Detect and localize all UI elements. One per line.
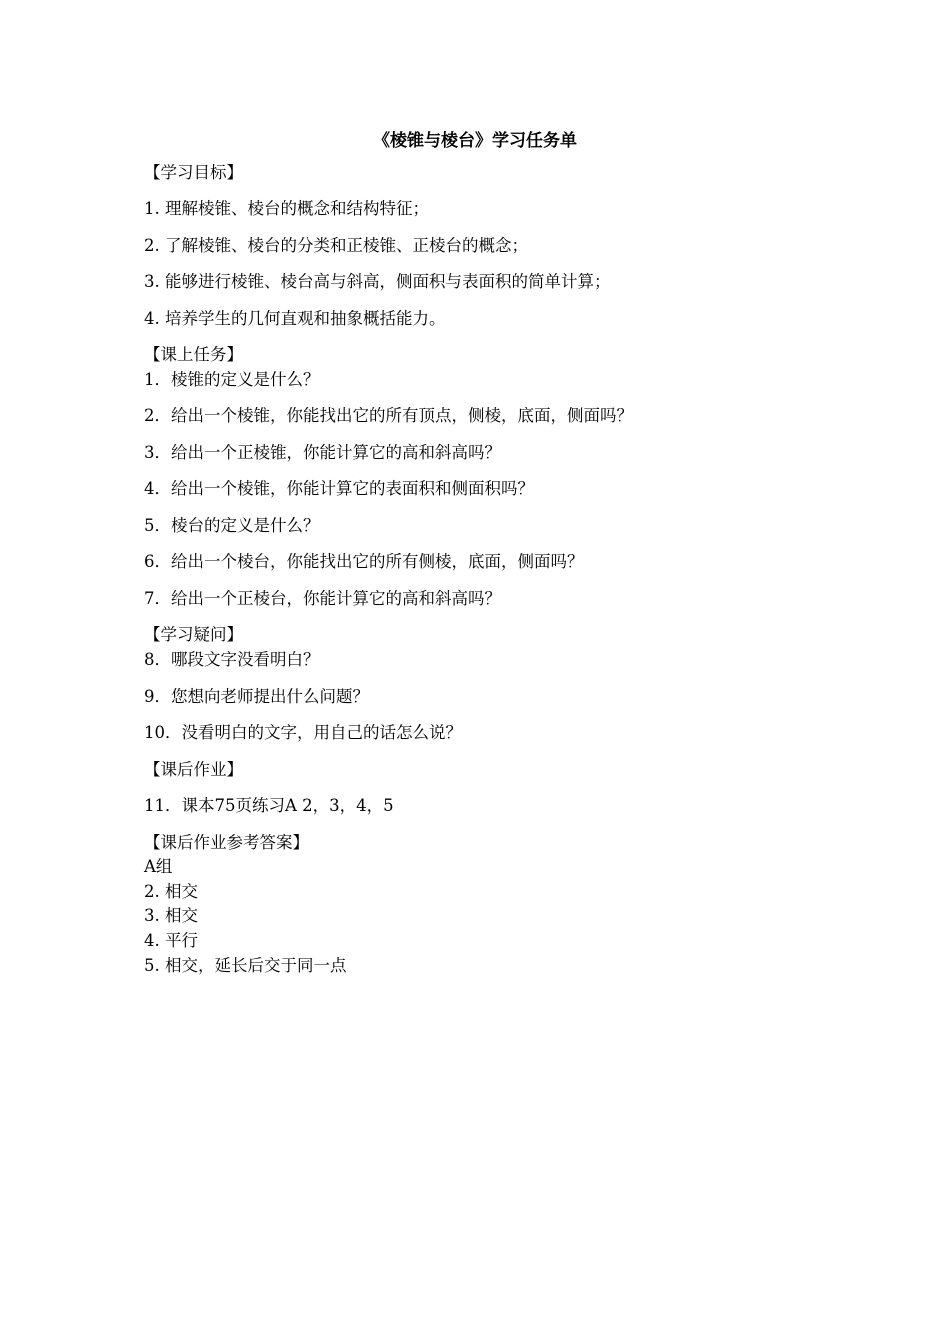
goal-item: 3. 能够进行棱锥、棱台高与斜高，侧面积与表面积的简单计算； [144,272,611,291]
task-item: 7．给出一个正棱台，你能计算它的高和斜高吗？ [144,589,501,608]
homework-header: 【课后作业】 [144,760,243,779]
goals-header: 【学习目标】 [144,163,243,182]
answer-item: 5. 相交，延长后交于同一点 [144,956,347,975]
goal-item: 4. 培养学生的几何直观和抽象概括能力。 [144,309,446,328]
tasks-header: 【课上任务】 [144,345,243,364]
questions-header: 【学习疑问】 [144,625,243,644]
goal-item: 1. 理解棱锥、棱台的概念和结构特征； [144,199,429,218]
task-item: 1．棱锥的定义是什么？ [144,370,320,389]
homework-item: 11．课本75页练习A 2，3，4，5 [144,796,394,815]
task-item: 4．给出一个棱锥，你能计算它的表面积和侧面积吗？ [144,479,534,498]
task-item: 3．给出一个正棱锥，你能计算它的高和斜高吗？ [144,443,501,462]
answer-item: 3. 相交 [144,906,198,925]
answer-item: 2. 相交 [144,882,198,901]
task-item: 2．给出一个棱锥，你能找出它的所有顶点，侧棱，底面，侧面吗？ [144,406,633,425]
answers-header: 【课后作业参考答案】 [144,833,309,852]
question-item: 8．哪段文字没看明白？ [144,650,320,669]
goal-item: 2. 了解棱锥、棱台的分类和正棱锥、正棱台的概念； [144,236,528,255]
question-item: 9．您想向老师提出什么问题？ [144,687,369,706]
document-title: 《棱锥与棱台》学习任务单 [373,131,577,151]
question-item: 10．没看明白的文字，用自己的话怎么说？ [144,723,462,742]
task-item: 5．棱台的定义是什么？ [144,516,320,535]
task-item: 6．给出一个棱台，你能找出它的所有侧棱，底面，侧面吗？ [144,552,584,571]
answer-item: 4. 平行 [144,931,198,950]
answer-item: A组 [144,857,173,876]
